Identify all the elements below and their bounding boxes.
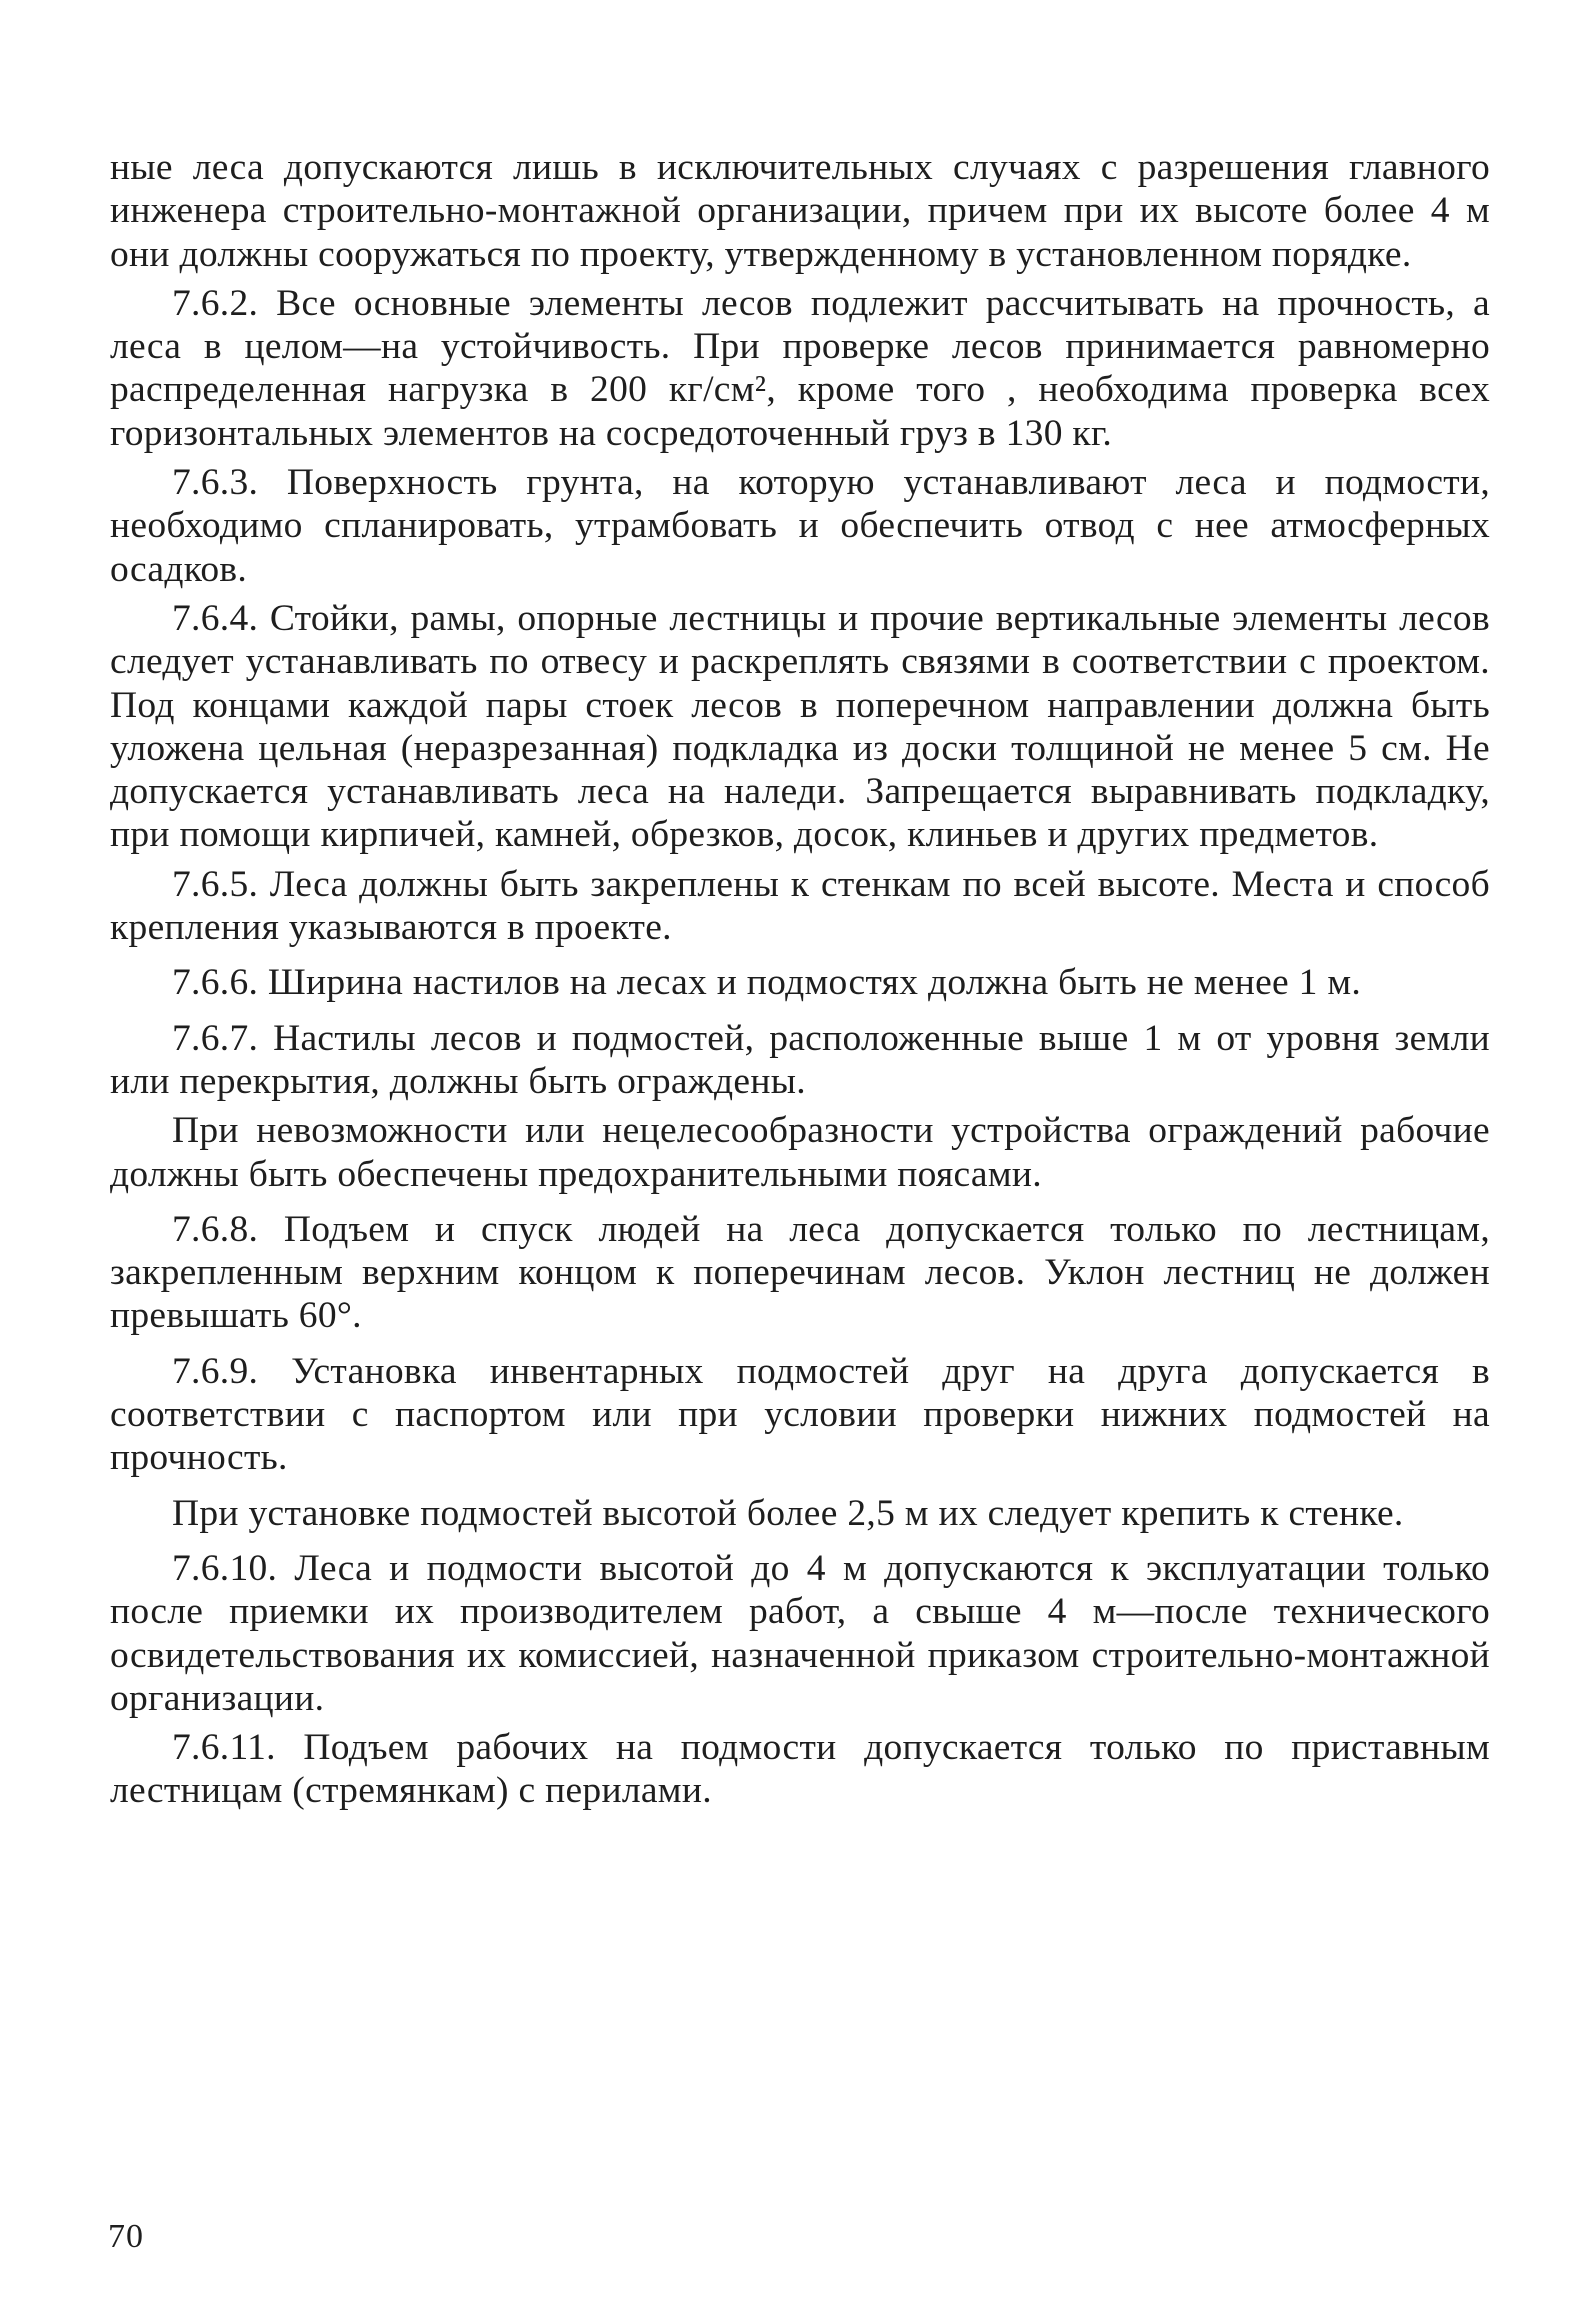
paragraph-7-6-9-continued: При установке подмостей высотой более 2,5 м их следует крепить к стенке. xyxy=(172,1492,1404,1534)
page-number: 70 xyxy=(108,2218,144,2255)
paragraph-7-6-9: 7.6.9. Установка инвентарных подмостей друг на друга допускается в соответствии с паспортом или при условии проверки нижних подмостей на прочность. xyxy=(110,1350,1490,1479)
paragraph-7-6-7: 7.6.7. Настилы лесов и подмостей, расположенные выше 1 м от уровня земли или перекрытия, должны быть ограждены. xyxy=(110,1017,1490,1102)
paragraph-7-6-6: 7.6.6. Ширина настилов на лесах и подмостях должна быть не менее 1 м. xyxy=(172,962,1362,1004)
paragraph-continued: ные леса допускаются лишь в исключительных случаях с разрешения главного инженера строительно-монтажной организации, причем при их высоте более 4 м они должны сооружаться по проекту, утвержденному в установленном порядке. xyxy=(110,147,1490,275)
paragraph-7-6-10: 7.6.10. Леса и подмости высотой до 4 м допускаются к эксплуатации только после приемки их производителем работ, а свыше 4 м—после технического освидетельствования их комиссией, назначенной приказом строительно-монтажной организации. xyxy=(110,1547,1490,1719)
document-page xyxy=(110,146,1490,1819)
paragraph-7-6-7-continued: При невозможности или нецелесообразности устройства ограждений рабочие должны быть обеспечены предохранительными поясами. xyxy=(110,1110,1490,1195)
paragraph-7-6-8: 7.6.8. Подъем и спуск людей на леса допускается только по лестницам, закрепленным верхним концом к поперечинам лесов. Уклон лестниц не должен превышать 60°. xyxy=(110,1208,1490,1337)
paragraph-7-6-3: 7.6.3. Поверхность грунта, на которую устанавливают леса и подмости, необходимо спланировать, утрамбовать и обеспечить отвод с нее атмосферных осадков. xyxy=(110,462,1490,590)
paragraph-7-6-4: 7.6.4. Стойки, рамы, опорные лестницы и прочие вертикальные элементы лесов следует устанавливать по отвесу и раскреплять связями в соответствии с проектом. Под концами каждой пары стоек лесов в поперечном направлении должна быть уложена цельная (неразрезанная) подкладка из доски толщиной не менее 5 см. Не допускается устанавливать леса на наледи. Запрещается выравнивать подкладку, при помощи кирпичей, камней, обрезков, досок, клиньев и других предметов. xyxy=(110,597,1490,856)
paragraph-7-6-2: 7.6.2. Все основные элементы лесов подлежит рассчитывать на прочность, а леса в целом—на устойчивость. При проверке лесов принимается равномерно распределенная нагрузка в 200 кг/см², кроме того , необходима проверка всех горизонтальных элементов на сосредоточенный груз в 130 кг. xyxy=(110,282,1490,454)
paragraph-7-6-5: 7.6.5. Леса должны быть закреплены к стенкам по всей высоте. Места и способ крепления указываются в проекте. xyxy=(110,863,1490,949)
paragraph-7-6-11: 7.6.11. Подъем рабочих на подмости допускается только по приставным лестницам (стремянкам) с перилами. xyxy=(110,1727,1490,1812)
